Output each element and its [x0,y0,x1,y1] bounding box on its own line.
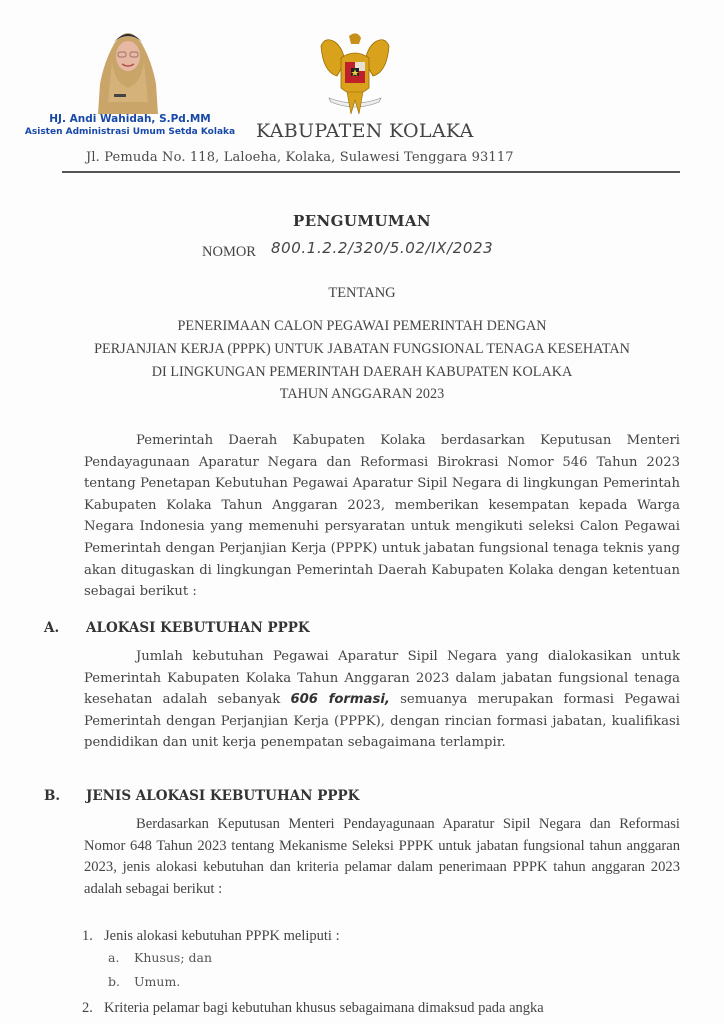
section-b-title: JENIS ALOKASI KEBUTUHAN PPPK [86,788,360,804]
number-value: 800.1.2.2/320/5.02/IX/2023 [271,239,494,257]
subject-line: PERJANJIAN KERJA (PPPK) UNTUK JABATAN FUNGSIONAL TENAGA KESEHATAN [94,341,630,357]
sub-list-item [108,974,180,989]
formation-count: 606 formasi, [290,692,390,708]
subject-line: TAHUN ANGGARAN 2023 [279,386,445,402]
intro-paragraph [84,430,680,603]
section-a-title: ALOKASI KEBUTUHAN PPPK [86,620,310,636]
announcement-title: PENGUMUMAN [293,212,431,230]
section-a-text-cont: semuanya merupakan formasi Pegawai Pemerintah dengan Perjanjian Kerja (PPPK), dengan rincian formasi jabatan, kualifikasi pendidikan dan unit kerja penempatan sebagaimana terlampir. [84,692,680,751]
profile-name: HJ. Andi Wahidah, S.Pd.MM [49,113,211,125]
letterhead-divider [62,171,680,173]
about-label: TENTANG [328,285,396,301]
list-number: 1. [82,928,93,944]
sub-list-letter: a. [108,950,120,965]
list-text: Kriteria pelamar bagi kebutuhan khusus sebagaimana dimaksud pada angka [104,1000,544,1016]
section-b-heading [44,788,359,804]
section-a-paragraph [84,646,680,754]
profile-position: Asisten Administrasi Umum Setda Kolaka [24,127,236,137]
section-a-heading [44,620,310,636]
garuda-emblem-icon [315,28,395,120]
subject-line: DI LINGKUNGAN PEMERINTAH DAERAH KABUPATEN KOLAKA [151,364,573,380]
sub-list-letter: b. [108,974,120,989]
profile-photo [84,22,172,114]
list-item [82,1000,544,1017]
sub-list-text: Khusus; dan [134,950,213,965]
section-a-letter: A. [44,620,60,636]
sub-list-text: Umum. [134,974,181,989]
list-item [82,928,340,945]
sub-list-item [108,950,212,965]
section-b-text: Berdasarkan Keputusan Menteri Pendayagunaan Aparatur Sipil Negara dan Reformasi Nomor 648 Tahun 2023 tentang Mekanisme Seleksi PPPK untuk jabatan fungsional tahun anggaran 2023, jenis alokasi kebutuhan dan kriteria pelamar dalam penerimaan PPPK tahun anggaran 2023 adalah sebagai berikut : [84,816,680,897]
section-a-text: Jumlah kebutuhan Pegawai Aparatur Sipil Negara yang dialokasikan untuk Pemerintah Kabupaten Kolaka Tahun Anggaran 2023 dalam jabatan fungsional tenaga kesehatan adalah sebanyak [84,649,680,708]
list-number: 2. [82,1000,93,1016]
region-title: KABUPATEN KOLAKA [256,120,474,142]
section-b-letter: B. [44,788,61,804]
number-label: NOMOR [202,244,256,260]
subject-line: PENERIMAAN CALON PEGAWAI PEMERINTAH DENGAN [177,318,547,334]
section-b-paragraph [84,814,680,900]
list-text: Jenis alokasi kebutuhan PPPK meliputi : [104,928,340,944]
intro-text: Pemerintah Daerah Kabupaten Kolaka berdasarkan Keputusan Menteri Pendayagunaan Aparatur Negara dan Reformasi Birokrasi Nomor 546 Tahun 2023 tentang Penetapan Kebutuhan Pegawai Aparatur Sipil Negara di lingkungan Pemerintah Kabupaten Kolaka Tahun Anggaran 2023, memberikan kesempatan kepada Warga Negara Indonesia yang memenuhi persyaratan untuk mengikuti seleksi Calon Pegawai Pemerintah dengan Perjanjian Kerja (PPPK) untuk jabatan fungsional tenaga teknis yang akan ditugaskan di lingkungan Pemerintah Daerah Kabupaten Kolaka dengan ketentuan sebagai berikut : [84,433,680,600]
region-address: Jl. Pemuda No. 118, Laloeha, Kolaka, Sulawesi Tenggara 93117 [86,150,514,165]
